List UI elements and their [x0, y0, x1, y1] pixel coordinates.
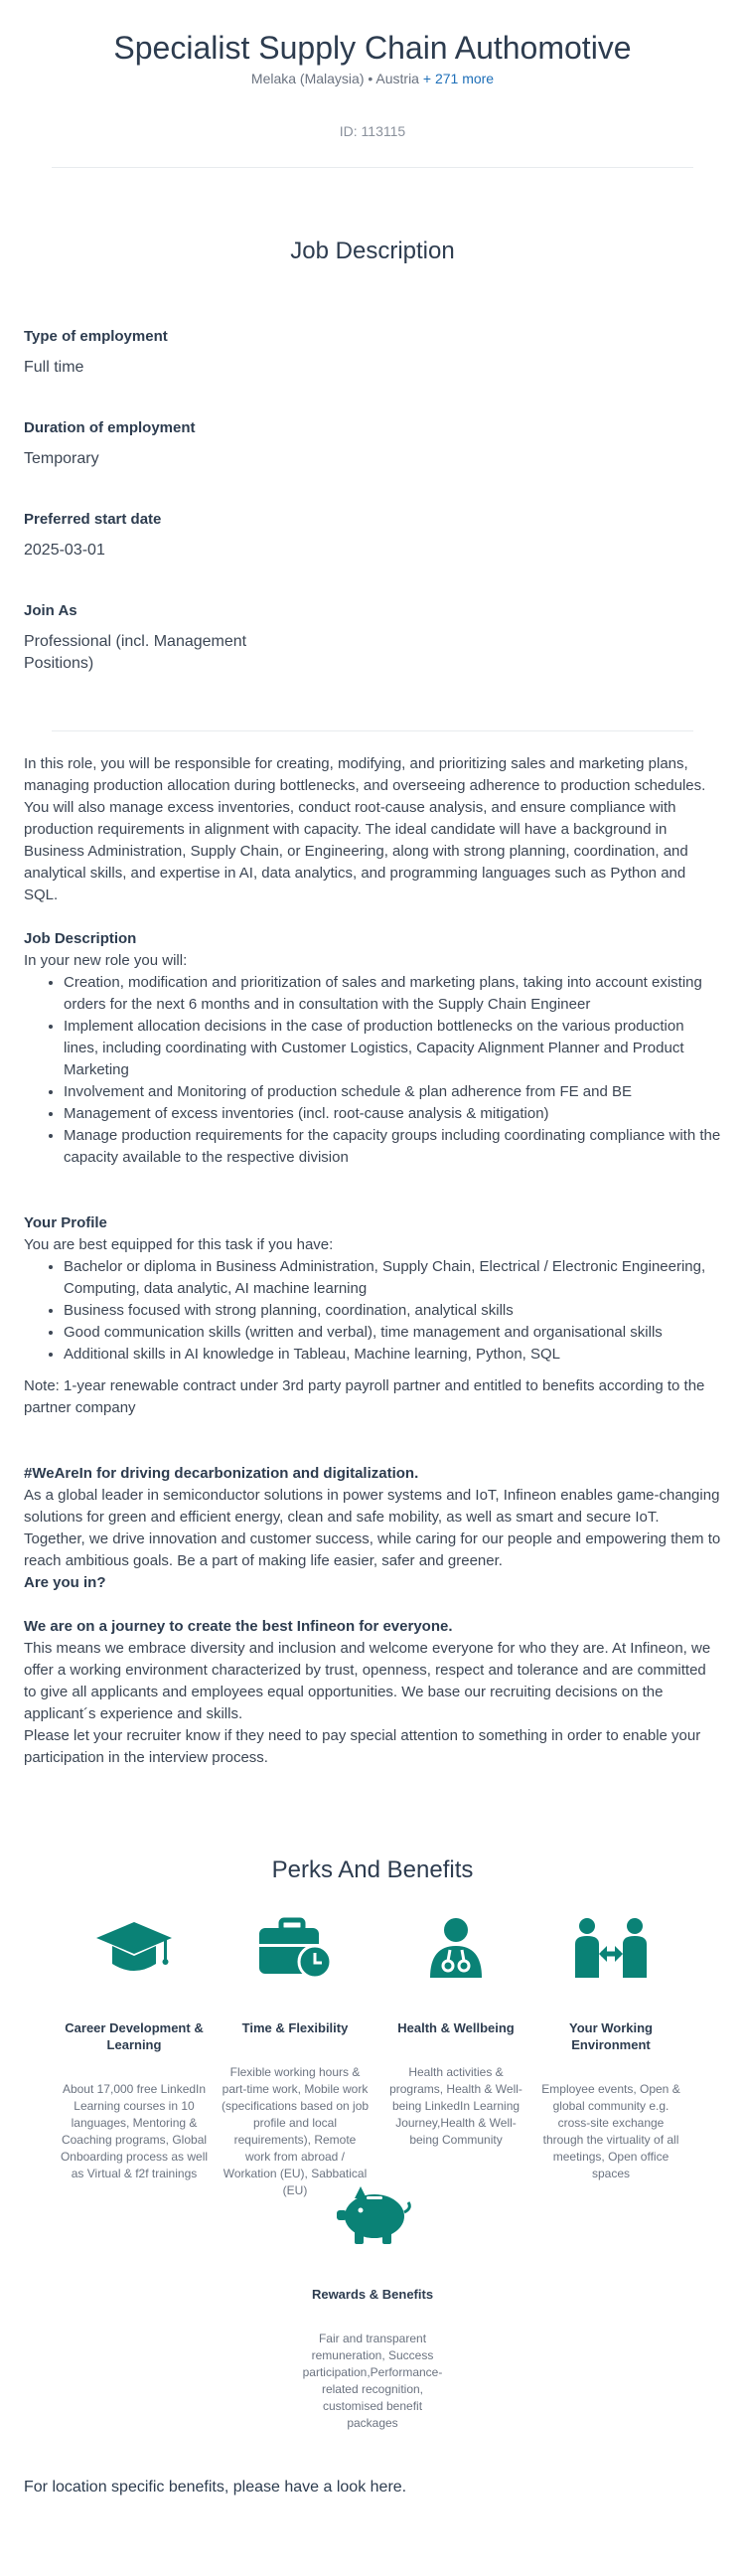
jd-list — [64, 972, 721, 1169]
perk-rewards-benefits — [298, 2174, 447, 2432]
jd-lead: In your new role you will: — [24, 952, 188, 969]
fact-label: Duration of employment — [24, 419, 196, 436]
perk-health-wellbeing — [381, 1908, 530, 2149]
weare-text: As a global leader in semiconductor solutions in power systems and IoT, Infineon enables game-changing solutions for green and efficient energy, clean and safe mobility, as well as smart and secure IoT. Together, we drive innovation and customer success, while caring for our people and empowering them to reach ambitious goals. Be a part of making life easier, safer and greener. — [24, 1487, 721, 1569]
location-benefits-link[interactable]: For location specific benefits, please have a look here. — [24, 2479, 407, 2496]
list-item: • Implement allocation decisions in the case of production bottlenecks on the various production lines, including coordinating with Customer Logistics, Capacity Alignment Planner and Product Marketing — [64, 1016, 721, 1081]
contract-note: Note: 1-year renewable contract under 3rd party payroll partner and entitled to benefits according to the partner company — [24, 1377, 705, 1416]
profile-lead: You are best equipped for this task if you have: — [24, 1236, 334, 1253]
graduation-cap-icon — [94, 1908, 174, 1988]
are-you-in: Are you in? — [24, 1574, 106, 1591]
more-locations-link[interactable]: + 271 more — [422, 71, 495, 86]
perk-working-environment — [536, 1908, 685, 2182]
jd-subheading: Job Description — [24, 930, 137, 947]
profile-list — [64, 1256, 721, 1366]
perk-text: Flexible working hours & part-time work, Mobile work (specifications based on job profile and local requirements), Remote work from abroad / Workation (EU), Sabbatical (EU) — [221, 2065, 370, 2197]
fact-join-as — [24, 601, 745, 675]
perk-title: Health & Wellbeing — [397, 2020, 515, 2035]
perk-title: Your Working Environment — [568, 2020, 654, 2052]
list-item: • Good communication skills (written and verbal), time management and organisational skills — [64, 1322, 721, 1344]
fact-value: 2025-03-01 — [24, 542, 105, 559]
job-description-heading: Job Description — [290, 238, 455, 264]
list-item: • Management of excess inventories (incl. root-cause analysis & mitigation) — [64, 1103, 721, 1125]
perks-grid — [0, 1908, 745, 2465]
list-item: • Business focused with strong planning, coordination, analytical skills — [64, 1300, 721, 1322]
job-facts — [0, 327, 745, 675]
job-id: ID: 113115 — [339, 123, 406, 139]
recruiter-text: Please let your recruiter know if they need to pay special attention to something in order to enable your participation in the interview process. — [24, 1727, 701, 1766]
journey-text: This means we embrace diversity and inclusion and welcome everyone for who they are. At Infineon, we offer a working environment characterized by trust, openness, respect and tolerance and are committed to give all applicants and employees equal opportunities. We base our recruiting decisions on the applicant´s experience and skills. — [24, 1640, 711, 1722]
divider — [52, 730, 693, 731]
list-item: • Creation, modification and prioritization of sales and marketing plans, taking into account existing orders for the next 6 months and in consultation with the Supply Chain Engineer — [64, 972, 721, 1016]
people-exchange-icon — [571, 1908, 651, 1988]
perk-text: Employee events, Open & global community e.g. cross-site exchange through the virtuality of all meetings, Open office spaces — [541, 2082, 680, 2180]
list-item: • Manage production requirements for the capacity groups including coordinating compliance with the capacity available to the respective division — [64, 1125, 721, 1169]
piggy-bank-icon — [333, 2174, 412, 2254]
fact-label: Join As — [24, 602, 77, 619]
perk-text: Fair and transparent remuneration, Success participation,Performance-related recognition, customised benefit packages — [302, 2332, 443, 2430]
fact-value: Temporary — [24, 450, 99, 467]
job-title: Specialist Supply Chain Authomotive — [113, 30, 632, 66]
fact-value: Professional (incl. Management Positions) — [24, 633, 247, 672]
fact-employment-type — [24, 327, 745, 379]
fact-label: Preferred start date — [24, 511, 162, 528]
perk-text: Health activities & programs, Health & Well-being LinkedIn Learning Journey,Health & Well-being Community — [389, 2065, 522, 2147]
perk-text: About 17,000 free LinkedIn Learning courses in 10 languages, Mentoring & Coaching programs, Global Onboarding process as well as Virtual & f2f trainings — [60, 2082, 209, 2180]
job-header — [0, 0, 745, 139]
fact-value: Full time — [24, 359, 84, 376]
perk-time-flexibility — [221, 1908, 370, 2199]
briefcase-clock-icon — [255, 1908, 335, 1988]
profile-subheading: Your Profile — [24, 1214, 107, 1231]
perk-title: Rewards & Benefits — [311, 2287, 434, 2302]
fact-duration — [24, 418, 745, 470]
list-item: • Bachelor or diploma in Business Administration, Supply Chain, Electrical / Electronic Engineering, Computing, data analytic, AI machine learning — [64, 1256, 721, 1300]
weare-heading: #WeAreIn for driving decarbonization and digitalization. — [24, 1465, 419, 1482]
perk-title: Time & Flexibility — [241, 2020, 349, 2035]
fact-start-date — [24, 510, 745, 562]
location-text: Melaka (Malaysia) • Austria — [250, 71, 419, 86]
doctor-icon — [416, 1908, 496, 1988]
journey-heading: We are on a journey to create the best Infineon for everyone. — [24, 1618, 453, 1635]
perk-career-development — [60, 1908, 209, 2182]
fact-label: Type of employment — [24, 328, 168, 345]
perk-title: Career Development & Learning — [65, 2020, 204, 2052]
list-item: • Involvement and Monitoring of production schedule & plan adherence from FE and BE — [64, 1081, 721, 1103]
job-location — [0, 70, 745, 87]
perks-heading: Perks And Benefits — [271, 1856, 474, 1883]
job-description-body — [0, 753, 745, 1769]
list-item: • Additional skills in AI knowledge in Tableau, Machine learning, Python, SQL — [64, 1344, 721, 1366]
divider — [52, 167, 693, 168]
intro-paragraph: In this role, you will be responsible for creating, modifying, and prioritizing sales and marketing plans, managing production allocation during bottlenecks, and overseeing adherence to production schedules. You will also manage excess inventories, conduct root-cause analysis, and ensure compliance with production requirements in alignment with capacity. The ideal candidate will have a background in Business Administration, Supply Chain, or Engineering, along with strong planning, coordination, and analytical skills, and expertise in AI, data analytics, and programming languages such as Python and SQL. — [24, 755, 706, 903]
